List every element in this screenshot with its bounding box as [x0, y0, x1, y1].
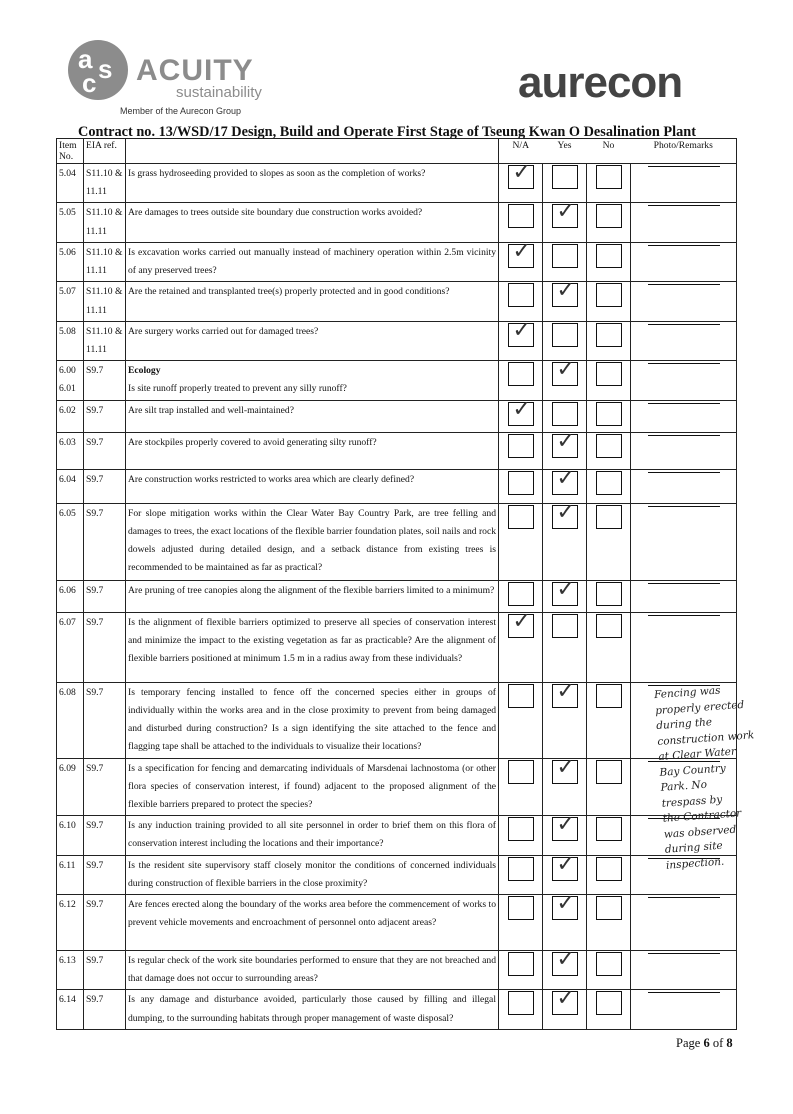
- checkmark-icon: ✓: [556, 199, 575, 225]
- checkbox-cell-yes: [543, 851, 587, 894]
- item-no: 6.14: [57, 990, 84, 1029]
- checkbox-no[interactable]: [596, 857, 622, 881]
- remarks-line[interactable]: [648, 952, 720, 954]
- eia-ref: S9.7: [84, 580, 126, 612]
- question-cell: [126, 432, 499, 469]
- checkbox-na[interactable]: [508, 952, 534, 976]
- eia-ref: S11.10 & 11.11: [84, 203, 126, 242]
- question-cell: [126, 164, 499, 203]
- handwritten-line: was observed: [663, 823, 737, 841]
- table-row: [57, 758, 737, 816]
- question-cell: [126, 895, 499, 951]
- col-no: No: [587, 139, 631, 164]
- checkbox-na[interactable]: [508, 991, 534, 1015]
- acuity-brand: ACUITY: [136, 54, 254, 87]
- checkmark-icon: ✓: [512, 608, 531, 634]
- checkbox-no[interactable]: [596, 760, 622, 784]
- question-cell: [126, 682, 499, 758]
- item-no: 6.06: [57, 580, 84, 612]
- checkbox-cell-no: [587, 612, 631, 682]
- checkbox-cell-no: [587, 758, 631, 816]
- item-no: 6.08: [57, 682, 84, 758]
- question-text: Is temporary fencing installed to fence off the concerned species either in groups of individually within the works area and in the close proximity to prevent from being damaged and disturbed during construction? Is a sign identifying the site attached to the fence and flagging tape shall be attached to the individuals to visualize their locations?: [128, 686, 496, 753]
- item-no: 6.02: [57, 400, 84, 432]
- checkbox-cell-no: [587, 580, 631, 612]
- eia-ref: S11.10 & 11.11: [84, 321, 126, 360]
- checkbox-cell-na: [499, 317, 543, 360]
- checkbox-yes[interactable]: [552, 402, 578, 426]
- eia-ref: S11.10 & 11.11: [84, 242, 126, 281]
- checkbox-cell-yes: [543, 678, 587, 758]
- checkbox-cell-no: [587, 203, 631, 242]
- col-eia: EIA ref.: [84, 139, 126, 164]
- checkbox-no[interactable]: [596, 582, 622, 606]
- col-yes: Yes: [543, 139, 587, 164]
- checkbox-cell-na: [499, 503, 543, 580]
- question-text: Is any damage and disturbance avoided, particularly those caused by filling and illegal dumping, to the surrounding habitats through proper management of waste disposal?: [128, 994, 496, 1024]
- checkbox-cell-no: [587, 282, 631, 321]
- question-text: Is grass hydroseeding provided to slopes as soon as the completion of works?: [128, 168, 426, 179]
- checkbox-cell-na: [499, 203, 543, 242]
- checkbox-yes[interactable]: [552, 678, 578, 708]
- checkbox-na[interactable]: [508, 608, 534, 638]
- checkbox-yes[interactable]: [552, 499, 578, 529]
- checkbox-cell-yes: [543, 576, 587, 612]
- table-header-row: [57, 139, 737, 164]
- checkbox-cell-na: [499, 758, 543, 816]
- checkbox-cell-na: [499, 816, 543, 855]
- checkbox-cell-na: [499, 682, 543, 758]
- question-cell: [126, 203, 499, 242]
- checkbox-cell-yes: [543, 891, 587, 951]
- col-item: Item No.: [57, 139, 84, 164]
- checkbox-yes[interactable]: [552, 165, 578, 189]
- remarks-cell: [631, 203, 737, 242]
- item-no: 6.04: [57, 469, 84, 503]
- remarks-cell: [631, 580, 737, 612]
- checklist-table: [56, 138, 737, 1030]
- checkbox-na[interactable]: [508, 434, 534, 458]
- checkbox-cell-no: [587, 469, 631, 503]
- remarks-line[interactable]: [648, 402, 720, 404]
- checkbox-no[interactable]: [596, 244, 622, 268]
- eia-ref: S9.7: [84, 469, 126, 503]
- checkbox-no[interactable]: [596, 434, 622, 458]
- question-cell: [126, 612, 499, 682]
- remarks-cell: [631, 321, 737, 360]
- remarks-cell: [631, 282, 737, 321]
- checkbox-cell-yes: [543, 499, 587, 580]
- remarks-line[interactable]: [648, 582, 720, 584]
- question-text: Is site runoff properly treated to prevent any silly runoff?: [128, 383, 347, 395]
- question-cell: [126, 951, 499, 990]
- item-no: 6.05: [57, 503, 84, 580]
- checkbox-cell-yes: [543, 242, 587, 281]
- checkbox-cell-yes: [543, 357, 587, 400]
- checkbox-na[interactable]: [508, 857, 534, 881]
- item-no: 5.05: [57, 203, 84, 242]
- handwritten-line: Bay Country: [659, 761, 727, 779]
- item-no: 5.07: [57, 282, 84, 321]
- checkbox-cell-no: [587, 855, 631, 894]
- checkbox-na[interactable]: [508, 160, 534, 189]
- checkbox-cell-na: [499, 951, 543, 990]
- checkbox-na[interactable]: [508, 362, 534, 386]
- eia-ref: S9.7: [84, 432, 126, 469]
- question-text: Is a specification for fencing and demarcating individuals of Marsdenai lachnostoma (or other flora species of conservation interest, if found) adjacent to the proposed alignment of the flexible barriers prepared to protect the species?: [128, 762, 496, 810]
- checkbox-na[interactable]: [508, 283, 534, 307]
- remarks-cell: [631, 242, 737, 281]
- table-row: [57, 164, 737, 203]
- remarks-line[interactable]: [648, 505, 720, 507]
- col-question: [126, 139, 499, 164]
- acuity-subtitle: sustainability: [176, 84, 262, 101]
- table-row: [57, 400, 737, 432]
- remarks-cell: [631, 361, 737, 400]
- checkbox-cell-no: [587, 432, 631, 469]
- checkbox-cell-na: [499, 469, 543, 503]
- question-cell: [126, 321, 499, 360]
- acuity-monogram-icon: a s c: [68, 40, 128, 100]
- checkbox-cell-yes: [543, 164, 587, 203]
- item-no: 5.08: [57, 321, 84, 360]
- checkbox-no[interactable]: [596, 817, 622, 841]
- question-cell: [126, 242, 499, 281]
- eia-ref: S9.7: [84, 816, 126, 855]
- item-no: 6.09: [57, 758, 84, 816]
- checkbox-cell-na: [499, 580, 543, 612]
- remarks-cell: [631, 612, 737, 682]
- checkbox-na[interactable]: [508, 896, 534, 920]
- remarks-line[interactable]: [648, 991, 720, 993]
- checkmark-icon: ✓: [512, 238, 531, 264]
- checkbox-no[interactable]: [596, 165, 622, 189]
- checkbox-yes[interactable]: [552, 851, 578, 881]
- checkbox-no[interactable]: [596, 402, 622, 426]
- remarks-line[interactable]: [648, 471, 720, 473]
- checkbox-cell-no: [587, 242, 631, 281]
- question-text: Are damages to trees outside site boundary due construction works avoided?: [128, 207, 423, 219]
- checkbox-no[interactable]: [596, 283, 622, 307]
- checkmark-icon: ✓: [556, 576, 575, 602]
- question-cell: [126, 400, 499, 432]
- checkbox-cell-yes: [543, 278, 587, 321]
- checkbox-cell-no: [587, 400, 631, 432]
- item-no: 6.10: [57, 816, 84, 855]
- checkbox-cell-no: [587, 164, 631, 203]
- checkbox-no[interactable]: [596, 362, 622, 386]
- checkbox-cell-yes: [543, 400, 587, 432]
- handwritten-line: during site: [664, 839, 724, 856]
- remarks-cell: [631, 432, 737, 469]
- checkmark-icon: ✓: [556, 754, 575, 780]
- handwritten-line: the Contractor: [662, 807, 742, 825]
- checkbox-no[interactable]: [596, 991, 622, 1015]
- checkbox-na[interactable]: [508, 582, 534, 606]
- item-no: 6.11: [57, 855, 84, 894]
- checkbox-yes[interactable]: [552, 754, 578, 784]
- remarks-line[interactable]: [648, 283, 720, 285]
- question-text: Are silt trap installed and well-maintained?: [128, 404, 294, 416]
- checkbox-cell-na: [499, 855, 543, 894]
- checkbox-no[interactable]: [596, 614, 622, 638]
- eia-ref: S9.7: [84, 895, 126, 951]
- eia-ref: S9.7: [84, 682, 126, 758]
- remarks-cell: [631, 990, 737, 1029]
- checkbox-na[interactable]: [508, 760, 534, 784]
- item-no: 6.03: [57, 432, 84, 469]
- table-row: [57, 895, 737, 951]
- question-cell: [126, 855, 499, 894]
- table-row: [57, 816, 737, 855]
- checkbox-yes[interactable]: [552, 986, 578, 1015]
- eia-ref: S11.10 & 11.11: [84, 282, 126, 321]
- checkbox-cell-na: [499, 361, 543, 400]
- question-text: Are construction works restricted to works area which are clearly defined?: [128, 473, 415, 485]
- remarks-line[interactable]: [648, 165, 720, 167]
- handwritten-line: Fencing was: [653, 684, 721, 702]
- table-row: [57, 503, 737, 580]
- checkbox-na[interactable]: [508, 238, 534, 268]
- checkbox-cell-no: [587, 895, 631, 951]
- checkmark-icon: ✓: [556, 278, 575, 304]
- eia-ref: S9.7: [84, 612, 126, 682]
- eia-ref: S9.7: [84, 855, 126, 894]
- section-heading: Ecology: [128, 365, 161, 377]
- checkbox-cell-yes: [543, 947, 587, 990]
- remarks-cell: [631, 469, 737, 503]
- checkbox-cell-yes: [543, 986, 587, 1029]
- item-no: 6.00 6.01: [57, 361, 84, 400]
- question-text: Are fences erected along the boundary of the works area before the commencement of works to prevent vehicle movements and encroachment of personnel onto adjacent areas?: [128, 899, 496, 929]
- checkbox-cell-yes: [543, 465, 587, 503]
- checkbox-yes[interactable]: [552, 812, 578, 841]
- table-row: [57, 951, 737, 990]
- remarks-line[interactable]: [648, 204, 720, 206]
- checkmark-icon: ✓: [556, 499, 575, 525]
- table-row: [57, 242, 737, 281]
- checkbox-yes[interactable]: [552, 323, 578, 347]
- table-row: [57, 682, 737, 758]
- checkbox-cell-na: [499, 396, 543, 432]
- question-text: Is the resident site supervisory staff closely monitor the conditions of concerned individuals during construction of flexible barriers in the close proximity?: [128, 859, 496, 889]
- checkmark-icon: ✓: [556, 678, 575, 704]
- checkbox-cell-no: [587, 321, 631, 360]
- checkmark-icon: ✓: [512, 317, 531, 343]
- table-row: [57, 282, 737, 321]
- question-text: Are surgery works carried out for damaged trees?: [128, 325, 319, 337]
- table-row: [57, 469, 737, 503]
- member-note: Member of the Aurecon Group: [120, 106, 242, 116]
- checkbox-cell-na: [499, 990, 543, 1029]
- question-cell: [126, 282, 499, 321]
- checkbox-yes[interactable]: [552, 465, 578, 495]
- remarks-cell: [631, 400, 737, 432]
- question-text: Is any induction training provided to all site personnel in order to brief them on this flora of conservation interest including the locations and their importance?: [128, 820, 496, 850]
- checkmark-icon: ✓: [512, 160, 531, 185]
- checkbox-no[interactable]: [596, 684, 622, 708]
- checkbox-cell-na: [499, 160, 543, 203]
- checkmark-icon: ✓: [556, 891, 575, 917]
- checkbox-cell-na: [499, 895, 543, 951]
- checkbox-cell-no: [587, 503, 631, 580]
- eia-ref: S9.7: [84, 503, 126, 580]
- checkbox-cell-yes: [543, 812, 587, 855]
- checkmark-icon: ✓: [556, 428, 575, 454]
- checkbox-cell-no: [587, 816, 631, 855]
- eia-ref: S9.7: [84, 400, 126, 432]
- handwritten-line: properly erected: [654, 698, 745, 717]
- checkbox-cell-no: [587, 951, 631, 990]
- item-no: 6.12: [57, 895, 84, 951]
- question-text: Is the alignment of flexible barriers optimized to preserve all species of conservation interest and minimize the impact to the existing vegetation as far as practicable? Are the alignment of flexible barriers positioned at minimum 1.5 m in a radius away from these individuals?: [128, 616, 496, 665]
- checkbox-no[interactable]: [596, 505, 622, 529]
- page-number: Page 6 of 8: [676, 1036, 733, 1050]
- question-text: Are pruning of tree canopies along the alignment of the flexible barriers limited to a minimum?: [128, 584, 495, 596]
- checkbox-cell-na: [499, 282, 543, 321]
- checkbox-cell-yes: [543, 612, 587, 682]
- remarks-cell: [631, 503, 737, 580]
- checkbox-cell-yes: [543, 199, 587, 242]
- question-cell: [126, 503, 499, 580]
- table-row: [57, 321, 737, 360]
- table-row: [57, 361, 737, 400]
- checkbox-cell-no: [587, 990, 631, 1029]
- remarks-cell: [631, 951, 737, 990]
- eia-ref: S11.10 & 11.11: [84, 164, 126, 203]
- item-no: 5.04: [57, 164, 84, 203]
- handwritten-line: Park. No: [660, 778, 708, 794]
- checkbox-no[interactable]: [596, 204, 622, 228]
- remarks-cell: [631, 164, 737, 203]
- remarks-line[interactable]: [648, 614, 720, 616]
- remarks-line[interactable]: [648, 362, 720, 364]
- eia-ref: S9.7: [84, 951, 126, 990]
- checkbox-yes[interactable]: [552, 357, 578, 386]
- checkbox-yes[interactable]: [552, 891, 578, 920]
- checkbox-cell-na: [499, 238, 543, 281]
- question-text: Are stockpiles properly covered to avoid generating silty runoff?: [128, 436, 377, 448]
- col-remarks: Photo/Remarks: [631, 139, 737, 164]
- checkbox-na[interactable]: [508, 505, 534, 529]
- eia-ref: S9.7: [84, 990, 126, 1029]
- checkmark-icon: ✓: [556, 812, 575, 838]
- table-row: [57, 855, 737, 894]
- question-cell: [126, 990, 499, 1029]
- checkmark-icon: ✓: [556, 465, 575, 491]
- table-row: [57, 203, 737, 242]
- question-text: Is regular check of the work site boundaries performed to ensure that they are not breached and that damage does not occur to surrounding areas?: [128, 955, 496, 985]
- contract-title: Contract no. 13/WSD/17 Design, Build and Operate First Stage of Tseung Kwan O Desalination Plant: [78, 124, 696, 140]
- table-row: [57, 990, 737, 1029]
- acuity-logo: [68, 40, 262, 120]
- handwritten-remark: [654, 680, 779, 873]
- question-text: Are the retained and transplanted tree(s) properly protected and in good conditions?: [128, 286, 450, 298]
- checkmark-icon: ✓: [556, 357, 575, 383]
- checkbox-yes[interactable]: [552, 614, 578, 638]
- question-cell: [126, 580, 499, 612]
- checkbox-yes[interactable]: [552, 576, 578, 606]
- checkbox-cell-yes: [543, 321, 587, 360]
- col-na: N/A: [499, 139, 543, 164]
- checkbox-no[interactable]: [596, 896, 622, 920]
- handwritten-line: trespass by: [661, 793, 723, 810]
- checkbox-cell-yes: [543, 754, 587, 816]
- eia-ref: S9.7: [84, 361, 126, 400]
- handwritten-line: construction work: [656, 728, 755, 748]
- question-text: Is excavation works carried out manually instead of machinery operation within 2.5m vicinity of any preserved trees?: [128, 246, 496, 277]
- handwritten-line: during the: [655, 716, 713, 733]
- checkbox-cell-na: [499, 432, 543, 469]
- checkbox-na[interactable]: [508, 317, 534, 347]
- eia-ref: S9.7: [84, 758, 126, 816]
- aurecon-logo: aurecon: [518, 58, 683, 107]
- remarks-line[interactable]: [648, 896, 720, 898]
- checkbox-yes[interactable]: [552, 278, 578, 307]
- checkbox-cell-na: [499, 608, 543, 682]
- question-cell: [126, 361, 499, 400]
- checkbox-no[interactable]: [596, 471, 622, 495]
- checkbox-no[interactable]: [596, 952, 622, 976]
- checkbox-na[interactable]: [508, 396, 534, 426]
- checkbox-yes[interactable]: [552, 947, 578, 976]
- question-cell: [126, 758, 499, 816]
- checkmark-icon: ✓: [556, 851, 575, 877]
- table-row: [57, 612, 737, 682]
- handwritten-line: at Clear Water: [658, 745, 737, 763]
- checkmark-icon: ✓: [556, 986, 575, 1012]
- checkbox-yes[interactable]: [552, 199, 578, 228]
- table-row: [57, 580, 737, 612]
- handwritten-line: inspection.: [665, 855, 725, 872]
- checkmark-icon: ✓: [512, 396, 531, 422]
- checkbox-yes[interactable]: [552, 428, 578, 458]
- table-row: [57, 432, 737, 469]
- checkbox-cell-no: [587, 361, 631, 400]
- checkbox-na[interactable]: [508, 204, 534, 228]
- checkbox-yes[interactable]: [552, 244, 578, 268]
- item-no: 6.07: [57, 612, 84, 682]
- checkbox-cell-no: [587, 682, 631, 758]
- checkbox-na[interactable]: [508, 684, 534, 708]
- item-no: 6.13: [57, 951, 84, 990]
- checkbox-na[interactable]: [508, 471, 534, 495]
- remarks-line[interactable]: [648, 244, 720, 246]
- question-cell: [126, 816, 499, 855]
- checkbox-cell-yes: [543, 428, 587, 469]
- checkmark-icon: ✓: [556, 947, 575, 973]
- checkbox-na[interactable]: [508, 817, 534, 841]
- question-cell: [126, 469, 499, 503]
- remarks-line[interactable]: [648, 434, 720, 436]
- remarks-cell: [631, 895, 737, 951]
- question-text: For slope mitigation works within the Clear Water Bay Country Park, are tree felling and damages to trees, the exact locations of the flexible barrier foundation plates, soil nails and rock dowels adjusted during detailed design, and a setback distance from existing trees is recommended to be maintained as far as practical?: [128, 507, 496, 574]
- remarks-line[interactable]: [648, 323, 720, 325]
- item-no: 5.06: [57, 242, 84, 281]
- checkbox-no[interactable]: [596, 323, 622, 347]
